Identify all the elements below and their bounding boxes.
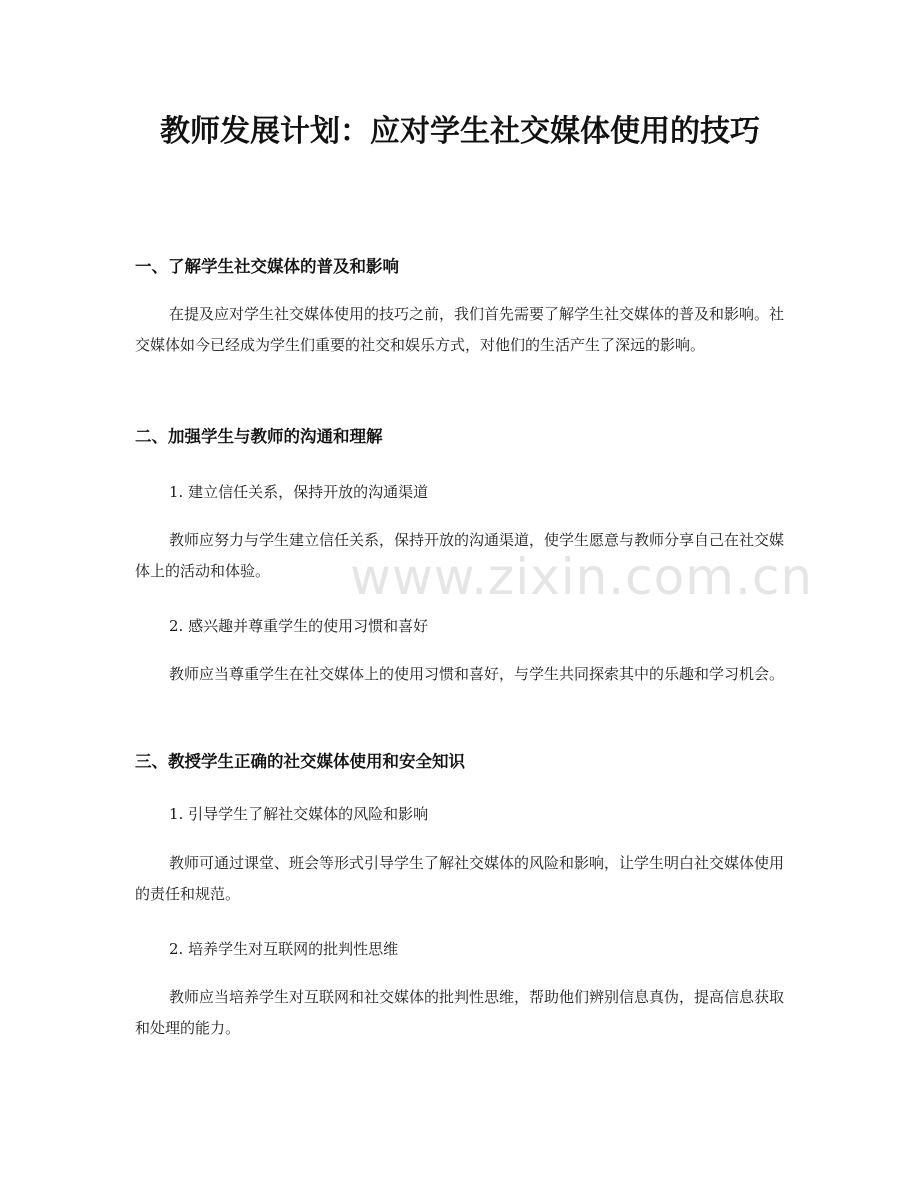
watermark: www.zixin.com.cn <box>350 548 814 606</box>
section-2-item-2-paragraph: 教师应当尊重学生在社交媒体上的使用习惯和喜好，与学生共同探索其中的乐趣和学习机会。 <box>169 665 785 683</box>
section-3-item-2-paragraph: 教师应当培养学生对互联网和社交媒体的批判性思维，帮助他们辨别信息真伪，提高信息获取和处理的能力。 <box>135 988 785 1037</box>
section-3-item-2-label: 2. 培养学生对互联网的批判性思维 <box>169 940 399 958</box>
section-3-heading: 三、教授学生正确的社交媒体使用和安全知识 <box>135 752 465 771</box>
page-title: 教师发展计划：应对学生社交媒体使用的技巧 <box>160 114 760 149</box>
section-2-item-2-label: 2. 感兴趣并尊重学生的使用习惯和喜好 <box>169 617 429 635</box>
section-2-item-1-label: 1. 建立信任关系，保持开放的沟通渠道 <box>169 483 429 501</box>
section-1-heading: 一、了解学生社交媒体的普及和影响 <box>135 257 399 276</box>
section-2-item-1-paragraph: 教师应努力与学生建立信任关系，保持开放的沟通渠道，使学生愿意与教师分享自己在社交媒体上的活动和体验。 <box>135 531 785 580</box>
section-3-item-1-label: 1. 引导学生了解社交媒体的风险和影响 <box>169 805 429 823</box>
section-3-item-1-paragraph: 教师可通过课堂、班会等形式引导学生了解社交媒体的风险和影响，让学生明白社交媒体使用的责任和规范。 <box>135 854 785 903</box>
section-1-paragraph: 在提及应对学生社交媒体使用的技巧之前，我们首先需要了解学生社交媒体的普及和影响。社交媒体如今已经成为学生们重要的社交和娱乐方式，对他们的生活产生了深远的影响。 <box>135 305 785 354</box>
section-2-heading: 二、加强学生与教师的沟通和理解 <box>135 427 383 446</box>
